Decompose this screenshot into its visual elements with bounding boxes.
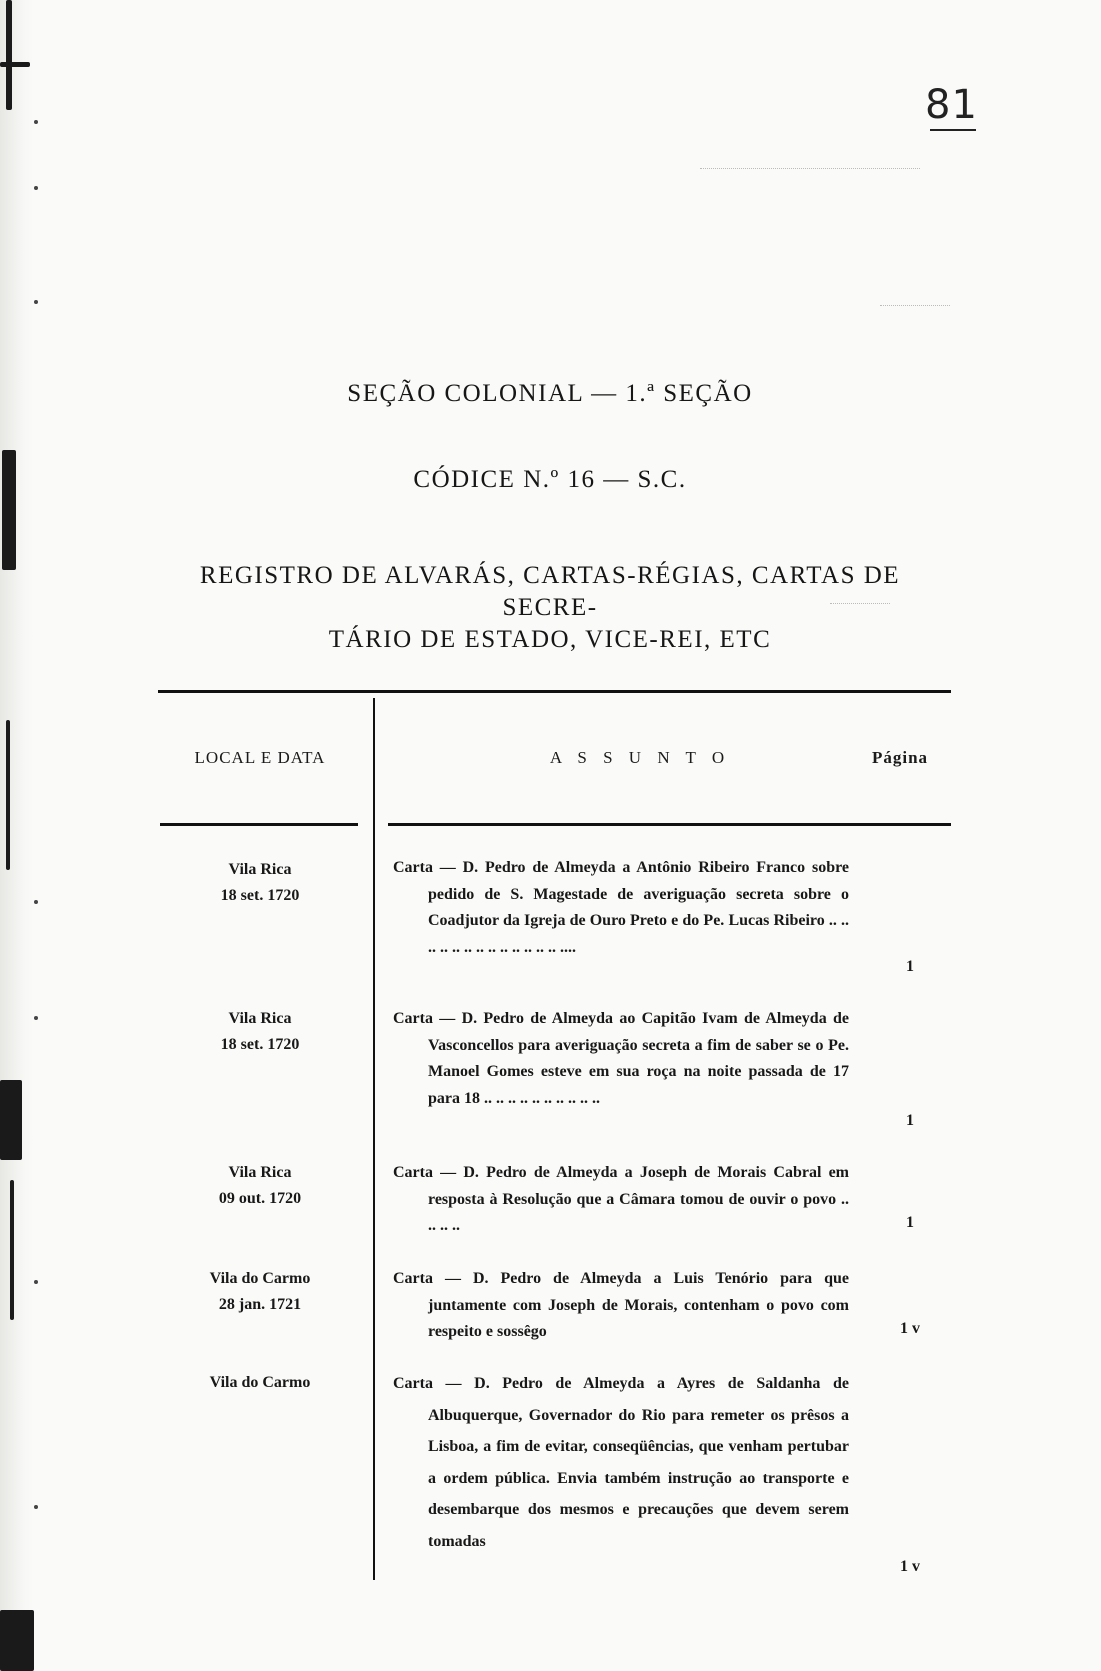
speck xyxy=(34,1280,38,1284)
subject: Carta — D. Pedro de Almeyda a Antônio Ribeiro Franco sobre pedido de S. Magestade de averiguação secreta sobre o Coadjutor da Igreja de Ouro Preto e do Pe. Lucas Ribeiro .. .. .. .. .. .. .. .. .. .. .. .. .. .... xyxy=(393,859,849,956)
binding-mark xyxy=(6,720,10,870)
register-title-line: TÁRIO DE ESTADO, VICE-REI, ETC xyxy=(328,626,772,653)
place: Vila Rica xyxy=(228,1164,292,1181)
page-ref: 1 xyxy=(906,1112,914,1129)
scan-artifact xyxy=(830,603,890,605)
place: Vila Rica xyxy=(228,861,292,878)
column-header-assunto: A S S U N T O xyxy=(549,748,731,767)
binding-mark xyxy=(0,62,30,67)
column-divider xyxy=(373,698,375,1580)
header-rule-right xyxy=(388,823,951,826)
date: 18 set. 1720 xyxy=(220,887,300,904)
local-date xyxy=(160,1160,360,1212)
table-top-rule xyxy=(158,690,951,693)
speck xyxy=(34,186,38,190)
place: Vila do Carmo xyxy=(209,1270,311,1287)
page-ref: 1 xyxy=(906,958,914,975)
date: 28 jan. 1721 xyxy=(218,1296,302,1313)
date: 18 set. 1720 xyxy=(220,1036,300,1053)
subject: Carta — D. Pedro de Almeyda a Luis Tenório para que juntamente com Joseph de Morais, contenham o povo com respeito e sossêgo xyxy=(393,1270,849,1340)
place: Vila Rica xyxy=(228,1010,292,1027)
date: 09 out. 1720 xyxy=(218,1190,302,1207)
local-date xyxy=(160,1370,360,1396)
page-number-underline xyxy=(930,129,976,131)
binding-mark xyxy=(0,1080,22,1160)
subject: Carta — D. Pedro de Almeyda ao Capitão Ivam de Almeyda de Vasconcellos para averiguação secreta a fim de saber se o Pe. Manoel Gomes esteve em sua roça na noite passada de 17 para 18 .. .. .. .. .. .. .. .. .. .. xyxy=(393,1010,849,1107)
place: Vila do Carmo xyxy=(209,1374,311,1391)
binding-mark xyxy=(10,1180,14,1320)
speck xyxy=(34,900,38,904)
column-header-pagina: Página xyxy=(871,748,929,767)
local-date xyxy=(160,857,360,909)
speck xyxy=(34,300,38,304)
scan-artifact xyxy=(880,305,950,307)
codex-title: CÓDICE N.º 16 — S.C. xyxy=(413,466,687,493)
register-title-line: REGISTRO DE ALVARÁS, CARTAS-RÉGIAS, CARTAS DE SECRE- xyxy=(199,562,901,621)
page-number: 81 xyxy=(925,82,978,128)
binding-mark xyxy=(6,0,12,110)
header-rule-left xyxy=(160,823,358,826)
page-ref: 1 v xyxy=(900,1320,920,1337)
register-title xyxy=(150,560,950,656)
scan-artifact xyxy=(700,168,920,170)
local-date xyxy=(160,1266,360,1318)
binding-mark xyxy=(0,1610,34,1671)
page-ref: 1 v xyxy=(900,1558,920,1575)
speck xyxy=(34,120,38,124)
section-title: SEÇÃO COLONIAL — 1.ª SEÇÃO xyxy=(347,380,753,407)
speck xyxy=(34,1016,38,1020)
subject: Carta — D. Pedro de Almeyda a Ayres de Saldanha de Albuquerque, Governador do Rio para remeter os prêsos a Lisboa, a fim de evitar, conseqüências, que venham pertubar a ordem pública. Envia também instrução ao transporte e desembarque dos mesmos e precauções que devem serem tomadas xyxy=(393,1375,849,1550)
speck xyxy=(34,1505,38,1509)
local-date xyxy=(160,1006,360,1058)
page-ref: 1 xyxy=(906,1214,914,1231)
column-header-local: LOCAL E DATA xyxy=(194,748,326,767)
subject: Carta — D. Pedro de Almeyda a Joseph de Morais Cabral em resposta à Resolução que a Câmara tomou de ouvir o povo .. .. .. .. xyxy=(393,1164,849,1234)
binding-mark xyxy=(2,450,16,570)
